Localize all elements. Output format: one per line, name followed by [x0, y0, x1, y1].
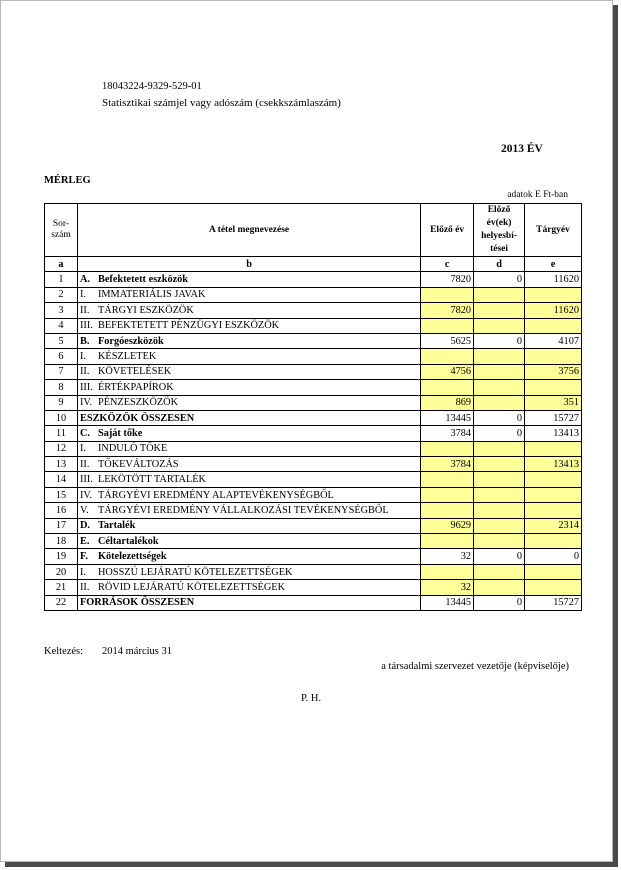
row-number: 5	[45, 333, 78, 348]
col-letter: e	[525, 257, 582, 272]
row-code: I.	[79, 566, 86, 578]
table-row	[45, 564, 582, 579]
row-label-text: HOSSZÚ LEJÁRATÚ KÖTELEZETTSÉGEK	[97, 566, 293, 578]
cell-adjustment	[474, 472, 525, 487]
row-label	[77, 457, 420, 472]
table-row	[45, 395, 582, 410]
cell-prev-year	[421, 287, 474, 302]
cell-prev-year: 869	[421, 395, 474, 410]
row-code: II.	[79, 366, 90, 378]
row-label	[77, 580, 420, 595]
row-code: III.	[79, 320, 93, 332]
row-number: 20	[45, 564, 78, 579]
row-number: 14	[45, 472, 78, 487]
cell-adjustment	[474, 534, 525, 549]
cell-prev-year	[421, 534, 474, 549]
row-label	[77, 503, 420, 518]
row-number: 13	[45, 457, 78, 472]
tax-number: 18043224-9329-529-01	[102, 81, 202, 92]
cell-adjustment	[474, 318, 525, 333]
row-number: 7	[45, 364, 78, 379]
row-code: I.	[79, 351, 86, 363]
row-number: 3	[45, 303, 78, 318]
cell-prev-year: 4756	[421, 364, 474, 379]
table-row	[45, 426, 582, 441]
row-label	[77, 472, 420, 487]
cell-current-year	[525, 318, 582, 333]
cell-current-year	[525, 487, 582, 502]
cell-current-year	[525, 580, 582, 595]
row-label-text: ESZKÖZÖK ÖSSZESEN	[79, 412, 195, 424]
row-label-text: RÖVID LEJÁRATÚ KÖTELEZETTSÉGEK	[97, 581, 286, 593]
row-label-text: PÉNZESZKÖZÖK	[97, 397, 179, 409]
row-number: 22	[45, 595, 78, 610]
units-note: adatok E Ft-ban	[507, 190, 568, 200]
row-label-text: KÉSZLETEK	[97, 351, 157, 363]
cell-adjustment: 0	[474, 426, 525, 441]
table-row	[45, 549, 582, 564]
row-number: 16	[45, 503, 78, 518]
row-label	[77, 349, 420, 364]
row-label	[77, 333, 420, 348]
cell-current-year: 15727	[525, 595, 582, 610]
row-code: II.	[79, 304, 90, 316]
table-row	[45, 472, 582, 487]
table-row	[45, 595, 582, 610]
tax-number-label: Statisztikai számjel vagy adószám (csekkszámlaszám)	[102, 97, 341, 109]
cell-current-year: 15727	[525, 410, 582, 425]
table-row	[45, 457, 582, 472]
table-row	[45, 303, 582, 318]
cell-prev-year	[421, 503, 474, 518]
row-label-text: FORRÁSOK ÖSSZESEN	[79, 597, 195, 609]
row-code: C.	[79, 427, 90, 439]
cell-adjustment: 0	[474, 410, 525, 425]
row-number: 19	[45, 549, 78, 564]
cell-current-year: 11620	[525, 303, 582, 318]
cell-adjustment	[474, 441, 525, 456]
row-label-text: BEFEKTETETT PÉNZÜGYI ESZKÖZÖK	[97, 320, 280, 332]
cell-current-year: 4107	[525, 333, 582, 348]
cell-prev-year: 3784	[421, 457, 474, 472]
col-letter: c	[421, 257, 474, 272]
row-label-text: Befektetett eszközök	[97, 274, 189, 286]
row-number: 12	[45, 441, 78, 456]
cell-adjustment	[474, 518, 525, 533]
table-row	[45, 487, 582, 502]
row-label-text: Céltartalékok	[97, 535, 159, 547]
cell-prev-year	[421, 380, 474, 395]
cell-adjustment	[474, 487, 525, 502]
cell-adjustment: 0	[474, 333, 525, 348]
row-code: V.	[79, 504, 89, 516]
signer-label: a társadalmi szervezet vezetője (képviselője)	[381, 661, 569, 672]
table-row	[45, 441, 582, 456]
cell-prev-year: 32	[421, 580, 474, 595]
cell-adjustment	[474, 380, 525, 395]
row-code: F.	[79, 551, 88, 563]
row-label-text: IMMATERIÁLIS JAVAK	[97, 289, 206, 301]
cell-prev-year: 9629	[421, 518, 474, 533]
row-code: A.	[79, 274, 90, 286]
cell-adjustment	[474, 287, 525, 302]
row-label	[77, 441, 420, 456]
col-header-adj: Előző év(ek) helyesbí- tései	[474, 204, 525, 257]
balance-sheet-table	[44, 203, 582, 611]
row-number: 1	[45, 272, 78, 287]
row-label-text: TÁRGYÉVI EREDMÉNY ALAPTEVÉKENYSÉGBŐL	[97, 489, 334, 501]
row-number: 15	[45, 487, 78, 502]
col-letter: b	[77, 257, 420, 272]
row-code: D.	[79, 520, 90, 532]
cell-current-year: 3756	[525, 364, 582, 379]
cell-current-year	[525, 534, 582, 549]
row-label	[77, 380, 420, 395]
row-label	[77, 272, 420, 287]
row-label-text: TŐKEVÁLTOZÁS	[97, 458, 179, 470]
cell-prev-year: 32	[421, 549, 474, 564]
date-label: Keltezés:	[44, 646, 84, 657]
table-row	[45, 349, 582, 364]
cell-adjustment	[474, 395, 525, 410]
cell-current-year	[525, 287, 582, 302]
row-code: II.	[79, 581, 90, 593]
row-label	[77, 426, 420, 441]
cell-current-year	[525, 472, 582, 487]
row-number: 10	[45, 410, 78, 425]
cell-prev-year: 13445	[421, 595, 474, 610]
col-letter: d	[474, 257, 525, 272]
row-label	[77, 303, 420, 318]
table-row	[45, 333, 582, 348]
cell-prev-year: 13445	[421, 410, 474, 425]
table-row	[45, 364, 582, 379]
cell-adjustment	[474, 303, 525, 318]
cell-adjustment: 0	[474, 595, 525, 610]
row-code: E.	[79, 535, 90, 547]
row-number: 2	[45, 287, 78, 302]
cell-current-year: 13413	[525, 457, 582, 472]
row-label	[77, 564, 420, 579]
row-code: II.	[79, 458, 90, 470]
row-label	[77, 595, 420, 610]
cell-adjustment: 0	[474, 549, 525, 564]
row-label-text: KÖVETELÉSEK	[97, 366, 172, 378]
row-number: 4	[45, 318, 78, 333]
cell-adjustment	[474, 503, 525, 518]
table-row	[45, 380, 582, 395]
table-row	[45, 518, 582, 533]
cell-prev-year	[421, 318, 474, 333]
row-label-text: Tartalék	[97, 520, 136, 532]
col-header-prev: Előző év	[421, 204, 474, 257]
row-code: IV.	[79, 397, 93, 409]
cell-current-year: 13413	[525, 426, 582, 441]
table-row	[45, 580, 582, 595]
cell-prev-year	[421, 472, 474, 487]
table-row	[45, 272, 582, 287]
row-label-text: LEKÖTÖTT TARTALÉK	[97, 474, 206, 486]
cell-current-year	[525, 564, 582, 579]
cell-adjustment	[474, 580, 525, 595]
cell-adjustment: 0	[474, 272, 525, 287]
row-label	[77, 318, 420, 333]
stamp-placeholder: P. H.	[301, 693, 322, 704]
table-row	[45, 318, 582, 333]
col-header-curr: Tárgyév	[525, 204, 582, 257]
row-code: III.	[79, 474, 93, 486]
row-code: III.	[79, 381, 93, 393]
row-label	[77, 487, 420, 502]
row-label	[77, 395, 420, 410]
cell-current-year	[525, 503, 582, 518]
report-year: 2013 ÉV	[501, 143, 543, 155]
cell-current-year	[525, 380, 582, 395]
row-number: 11	[45, 426, 78, 441]
row-label	[77, 534, 420, 549]
row-number: 17	[45, 518, 78, 533]
row-code: IV.	[79, 489, 93, 501]
row-label	[77, 410, 420, 425]
col-letter: a	[45, 257, 78, 272]
row-label-text: Saját tőke	[97, 427, 143, 439]
cell-prev-year	[421, 564, 474, 579]
row-label	[77, 364, 420, 379]
table-row	[45, 410, 582, 425]
row-label-text: ÉRTÉKPAPÍROK	[97, 381, 174, 393]
cell-prev-year: 3784	[421, 426, 474, 441]
row-number: 18	[45, 534, 78, 549]
row-code: I.	[79, 443, 86, 455]
cell-prev-year	[421, 349, 474, 364]
document-title: MÉRLEG	[44, 175, 91, 186]
row-label-text: TÁRGYI ESZKÖZÖK	[97, 304, 194, 316]
col-header-name: A tétel megnevezése	[77, 204, 420, 257]
cell-adjustment	[474, 349, 525, 364]
row-label-text: Forgóeszközök	[97, 335, 164, 347]
cell-prev-year	[421, 441, 474, 456]
cell-current-year: 0	[525, 549, 582, 564]
row-number: 8	[45, 380, 78, 395]
row-label	[77, 518, 420, 533]
row-label-text: Kötelezettségek	[97, 551, 167, 563]
row-label	[77, 549, 420, 564]
cell-prev-year: 7820	[421, 272, 474, 287]
cell-adjustment	[474, 457, 525, 472]
row-label-text: TÁRGYÉVI EREDMÉNY VÁLLALKOZÁSI TEVÉKENYSÉGBŐL	[97, 504, 389, 516]
row-code: I.	[79, 289, 86, 301]
table-header-row	[45, 204, 582, 257]
row-code: B.	[79, 335, 90, 347]
cell-current-year: 2314	[525, 518, 582, 533]
cell-current-year	[525, 349, 582, 364]
col-header-sor: Sor- szám	[45, 204, 78, 257]
cell-prev-year: 7820	[421, 303, 474, 318]
date-value: 2014 március 31	[102, 646, 172, 657]
table-row	[45, 287, 582, 302]
row-number: 9	[45, 395, 78, 410]
cell-adjustment	[474, 564, 525, 579]
cell-prev-year: 5625	[421, 333, 474, 348]
column-letter-row	[45, 257, 582, 272]
row-number: 6	[45, 349, 78, 364]
table-row	[45, 534, 582, 549]
row-number: 21	[45, 580, 78, 595]
row-label	[77, 287, 420, 302]
cell-prev-year	[421, 487, 474, 502]
row-label-text: INDULÓ TŐKE	[97, 443, 168, 455]
table-row	[45, 503, 582, 518]
cell-current-year: 351	[525, 395, 582, 410]
cell-adjustment	[474, 364, 525, 379]
cell-current-year: 11620	[525, 272, 582, 287]
cell-current-year	[525, 441, 582, 456]
